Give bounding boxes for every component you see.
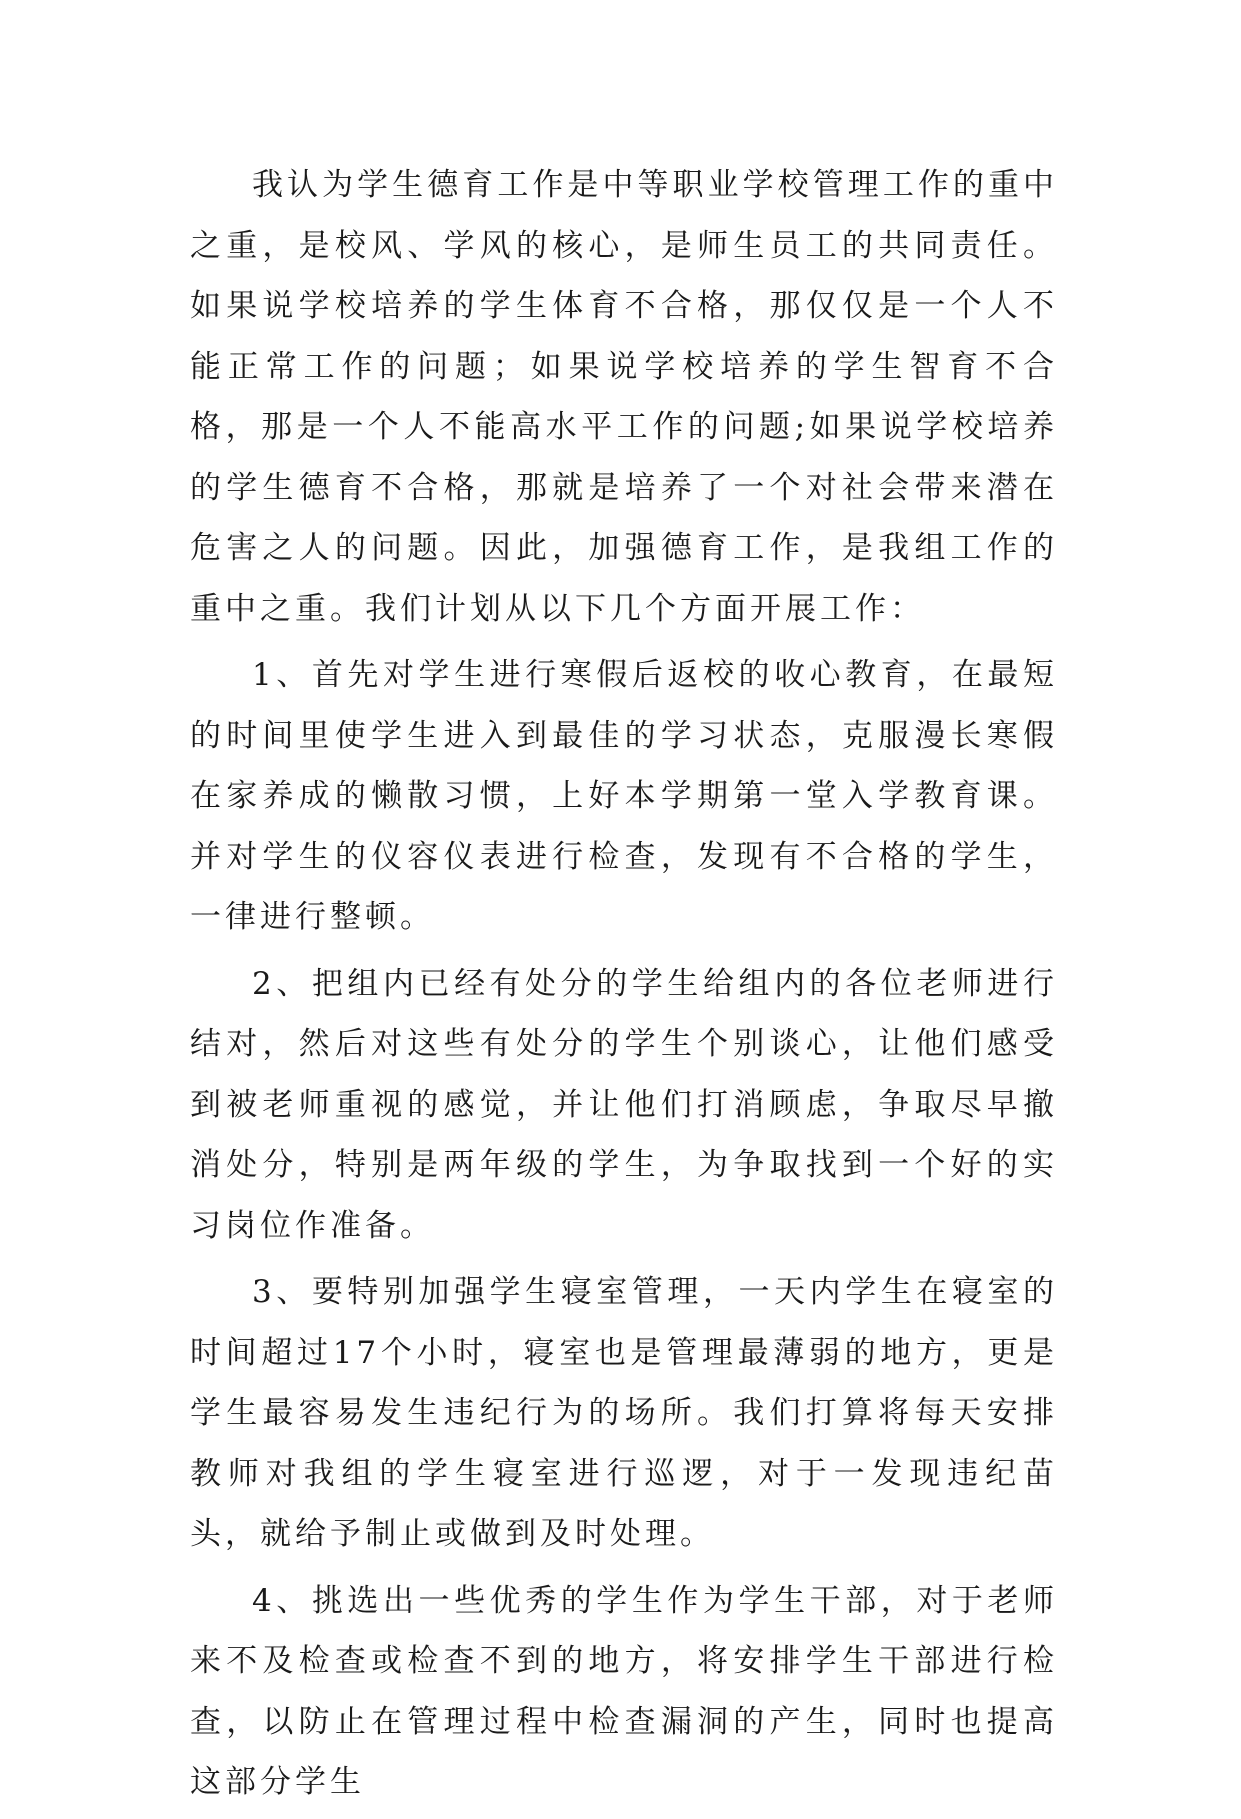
paragraph-item-4: 4、挑选出一些优秀的学生作为学生干部，对于老师来不及检查或检查不到的地方，将安排学生干部进行检查，以防止在管理过程中检查漏洞的产生，同时也提高这部分学生 [190,1582,1058,1800]
paragraph-item-2: 2、把组内已经有处分的学生给组内的各位老师进行结对，然后对这些有处分的学生个别谈心，让他们感受到被老师重视的感觉，并让他们打消顾虑，争取尽早撤消处分，特别是两年级的学生，为争取找到一个好的实习岗位作准备。 [190,965,1058,1244]
paragraph-intro: 我认为学生德育工作是中等职业学校管理工作的重中之重，是校风、学风的核心，是师生员工的共同责任。如果说学校培养的学生体育不合格，那仅仅是一个人不能正常工作的问题；如果说学校培养的学生智育不合格，那是一个人不能高水平工作的问题;如果说学校培养的学生德育不合格，那就是培养了一个对社会带来潜在危害之人的问题。因此，加强德育工作，是我组工作的重中之重。我们计划从以下几个方面开展工作： [190,167,1058,627]
document-body [190,155,1058,1819]
paragraph-item-1: 1、首先对学生进行寒假后返校的收心教育，在最短的时间里使学生进入到最佳的学习状态，克服漫长寒假在家养成的懒散习惯，上好本学期第一堂入学教育课。并对学生的仪容仪表进行检查，发现有不合格的学生，一律进行整顿。 [190,657,1058,935]
paragraph-item-3: 3、要特别加强学生寝室管理，一天内学生在寝室的时间超过17个小时，寝室也是管理最薄弱的地方，更是学生最容易发生违纪行为的场所。我们打算将每天安排教师对我组的学生寝室进行巡逻，对于一发现违纪苗头，就给予制止或做到及时处理。 [190,1274,1058,1552]
